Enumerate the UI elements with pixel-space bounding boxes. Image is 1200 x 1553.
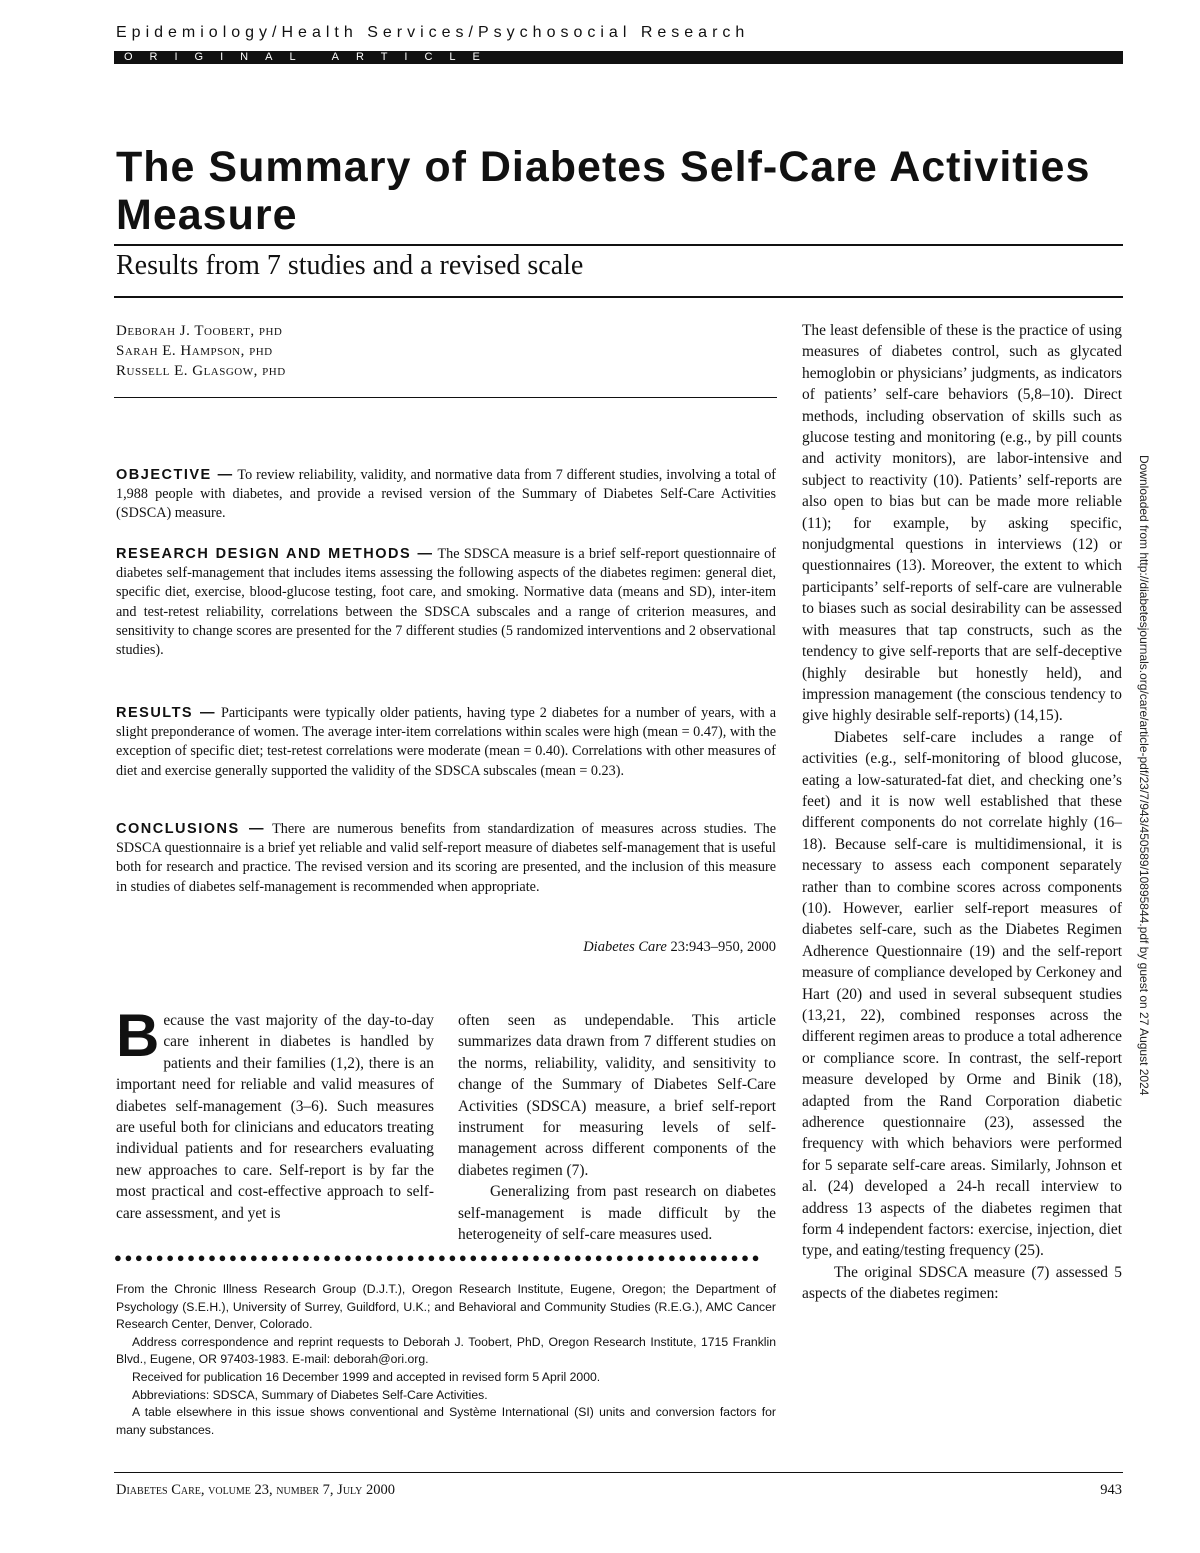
- article-title: The Summary of Diabetes Self-Care Activities Measure: [116, 143, 1091, 239]
- author-name: Sarah E. Hampson, phd: [116, 343, 273, 359]
- article-type-label: ORIGINAL ARTICLE: [124, 51, 497, 63]
- abstract-objective: [116, 466, 776, 524]
- author-name: Russell E. Glasgow, phd: [116, 363, 286, 379]
- conclusions-text: There are numerous benefits from standardization of measures across studies. The SDSCA questionnaire is a brief yet reliable and valid self-report measure of diabetes self-management that is useful both for research and practice. The revised version and its scoring are presented, and the inclusion of this measure in studies of diabetes self-management is recommended when appropriate.: [116, 821, 776, 895]
- abstract-results: [116, 704, 776, 781]
- journal-citation: [116, 939, 776, 956]
- drop-cap: B: [116, 1002, 160, 1069]
- footer-rule: [114, 1472, 1123, 1473]
- author-name: Deborah J. Toobert, phd: [116, 323, 283, 339]
- title-rule: [114, 244, 1123, 246]
- page-number: 943: [1100, 1482, 1122, 1498]
- footnotes: [116, 1281, 776, 1439]
- footnote-received: Received for publication 16 December 1999 and accepted in revised form 5 April 2000.: [132, 1369, 601, 1384]
- author-list: [116, 321, 286, 381]
- running-footer: Diabetes Care, volume 23, number 7, July 2000: [116, 1482, 396, 1498]
- body-paragraph: ecause the vast majority of the day-to-day care inherent in diabetes is handled by patients and their families (1,2), there is an important need for reliable and valid measures of diabetes self-management (3–6). Such measures are useful both for clinicians and educators treating individual patients and for researchers evaluating new approaches to care. Self-report is by far the most practical and cost-effective approach to self-care assessment, and yet is: [116, 1012, 434, 1222]
- body-paragraph: Generalizing from past research on diabetes self-management is made difficult by the heterogeneity of self-care measures used.: [458, 1183, 776, 1244]
- results-text: Participants were typically older patients, having type 2 diabetes for a number of years, with a slight preponderance of women. The average inter-item correlations within scales were high (mean = 0.47), with the exception of specific diet; test-retest correlations were moderate (mean = 0.40). Correlations with other measures of diet and exercise generally supported the validity of the SDSCA subscales (mean = 0.23).: [116, 705, 777, 779]
- methods-heading: RESEARCH DESIGN AND METHODS —: [116, 546, 434, 562]
- section-header: Epidemiology/Health Services/Psychosocial Research: [116, 24, 750, 41]
- methods-text: The SDSCA measure is a brief self-report questionnaire of diabetes self-management that includes items assessing the following aspects of the diabetes regimen: general diet, specific diet, exercise, blood-glucose testing, foot care, and smoking. Normative data (means and SD), inter-item and test-retest reliability, correlations between the SDSCA subscales and a range of criterion measures, and sensitivity to change scores are presented for the 7 different studies (5 randomized interventions and 2 observational studies).: [116, 546, 776, 659]
- abstract-conclusions: [116, 820, 776, 897]
- objective-text: To review reliability, validity, and normative data from 7 different studies, involving a total of 1,988 people with diabetes, and provide a revised version of the Summary of Diabetes Self-Care Activities (SDSCA) measure.: [116, 467, 777, 522]
- results-heading: RESULTS —: [116, 705, 217, 721]
- body-paragraph: The original SDSCA measure (7) assessed 5 aspects of the diabetes regimen:: [802, 1263, 1122, 1303]
- citation-journal: Diabetes Care: [583, 939, 667, 955]
- body-column-1: [116, 1002, 434, 1224]
- body-column-2: [458, 1010, 776, 1245]
- article-subtitle: Results from 7 studies and a revised scale: [116, 250, 584, 281]
- section-divider-dots: ●●●●●●●●●●●●●●●●●●●●●●●●●●●●●●●●●●●●●●●●●●●●●●●●●●●●●●●●●●●●●●: [114, 1252, 763, 1264]
- author-rule: [114, 397, 777, 398]
- footnote-si-units: A table elsewhere in this issue shows conventional and Système International (SI) units and conversion factors for many substances.: [116, 1405, 776, 1437]
- conclusions-heading: CONCLUSIONS —: [116, 821, 265, 837]
- body-column-3: [802, 320, 1122, 1305]
- body-paragraph: often seen as undependable. This article summarizes data drawn from 7 different studies on the norms, reliability, validity, and sensitivity to change of the Summary of Diabetes Self-Care Activities (SDSCA) measure, a brief self-report instrument for measuring levels of self-management across different components of the diabetes regimen (7).: [458, 1012, 776, 1179]
- body-paragraph: The least defensible of these is the practice of using measures of diabetes control, such as glycated hemoglobin or physicians’ judgments, as indicators of patients’ self-care behaviors (5,8–10). Direct methods, including observation of skills such as glucose testing and monitoring (e.g., by pill counts and activity monitors), are labor-intensive and subject to reactivity (10). Patients’ self-reports are also open to bias but can be made more reliable (11); for example, by asking specific, nonjudgmental questions in interviews (12) or questionnaires (13). Moreover, the extent to which participants’ self-reports of self-care are vulnerable to biases such as social desirability can be assessed with measures that tap constructs, such as the tendency to give self-reports that are self-deceptive (highly desirable but honestly held), and impression management (the conscious tendency to give highly desirable self-reports) (14,15).: [802, 322, 1122, 725]
- footnote-correspondence: Address correspondence and reprint requests to Deborah J. Toobert, PhD, Oregon Research Institute, 1715 Franklin Blvd., Eugene, OR 97403-1983. E-mail: deborah@ori.org.: [116, 1334, 776, 1367]
- download-watermark: Downloaded from http://diabetesjournals.org/care/article-pdf/23/7/943/450589/10895844.pdf by guest on 27 August 2024: [1137, 455, 1151, 1096]
- footnote-abbreviations: Abbreviations: SDSCA, Summary of Diabetes Self-Care Activities.: [132, 1387, 488, 1402]
- citation-ref: 23:943–950, 2000: [670, 939, 776, 955]
- footnote-affiliations: From the Chronic Illness Research Group (D.J.T.), Oregon Research Institute, Eugene, Oregon; the Department of Psychology (S.E.H.), University of Surrey, Guildford, U.K.; and Behavioral and Community Studies (R.E.G.), AMC Cancer Research Center, Denver, Colorado.: [116, 1282, 776, 1332]
- body-paragraph: Diabetes self-care includes a range of activities (e.g., self-monitoring of blood glucose, eating a low-saturated-fat diet, and checking one’s feet) and it is now well established that these different components do not correlate highly (16–18). Because self-care is multidimensional, it is necessary to assess each component separately rather than to combine scores across components (10). However, earlier self-report measures of diabetes self-care, such as the Diabetes Regimen Adherence Questionnaire (19) and the self-report measure of compliance developed by Cerkoney and Hart (20) and used in several subsequent studies (13,21, 22), combined responses across the different regimen areas to produce a total adherence or compliance score. In contrast, the self-report measure developed by Orme and Binik (18), adapted from the Rand Corporation diabetic adherence questionnaire (23), assessed the frequency with which behaviors were performed for 5 separate self-care areas. Similarly, Johnson et al. (24) developed a 24-h recall interview to address 13 aspects of the diabetes regimen that form 4 independent factors: exercise, injection, diet type, and eating/testing frequency (25).: [802, 728, 1122, 1260]
- abstract-methods: [116, 545, 776, 660]
- article-type-bar: [114, 51, 1123, 64]
- objective-heading: OBJECTIVE —: [116, 467, 234, 483]
- subtitle-rule: [114, 296, 1123, 298]
